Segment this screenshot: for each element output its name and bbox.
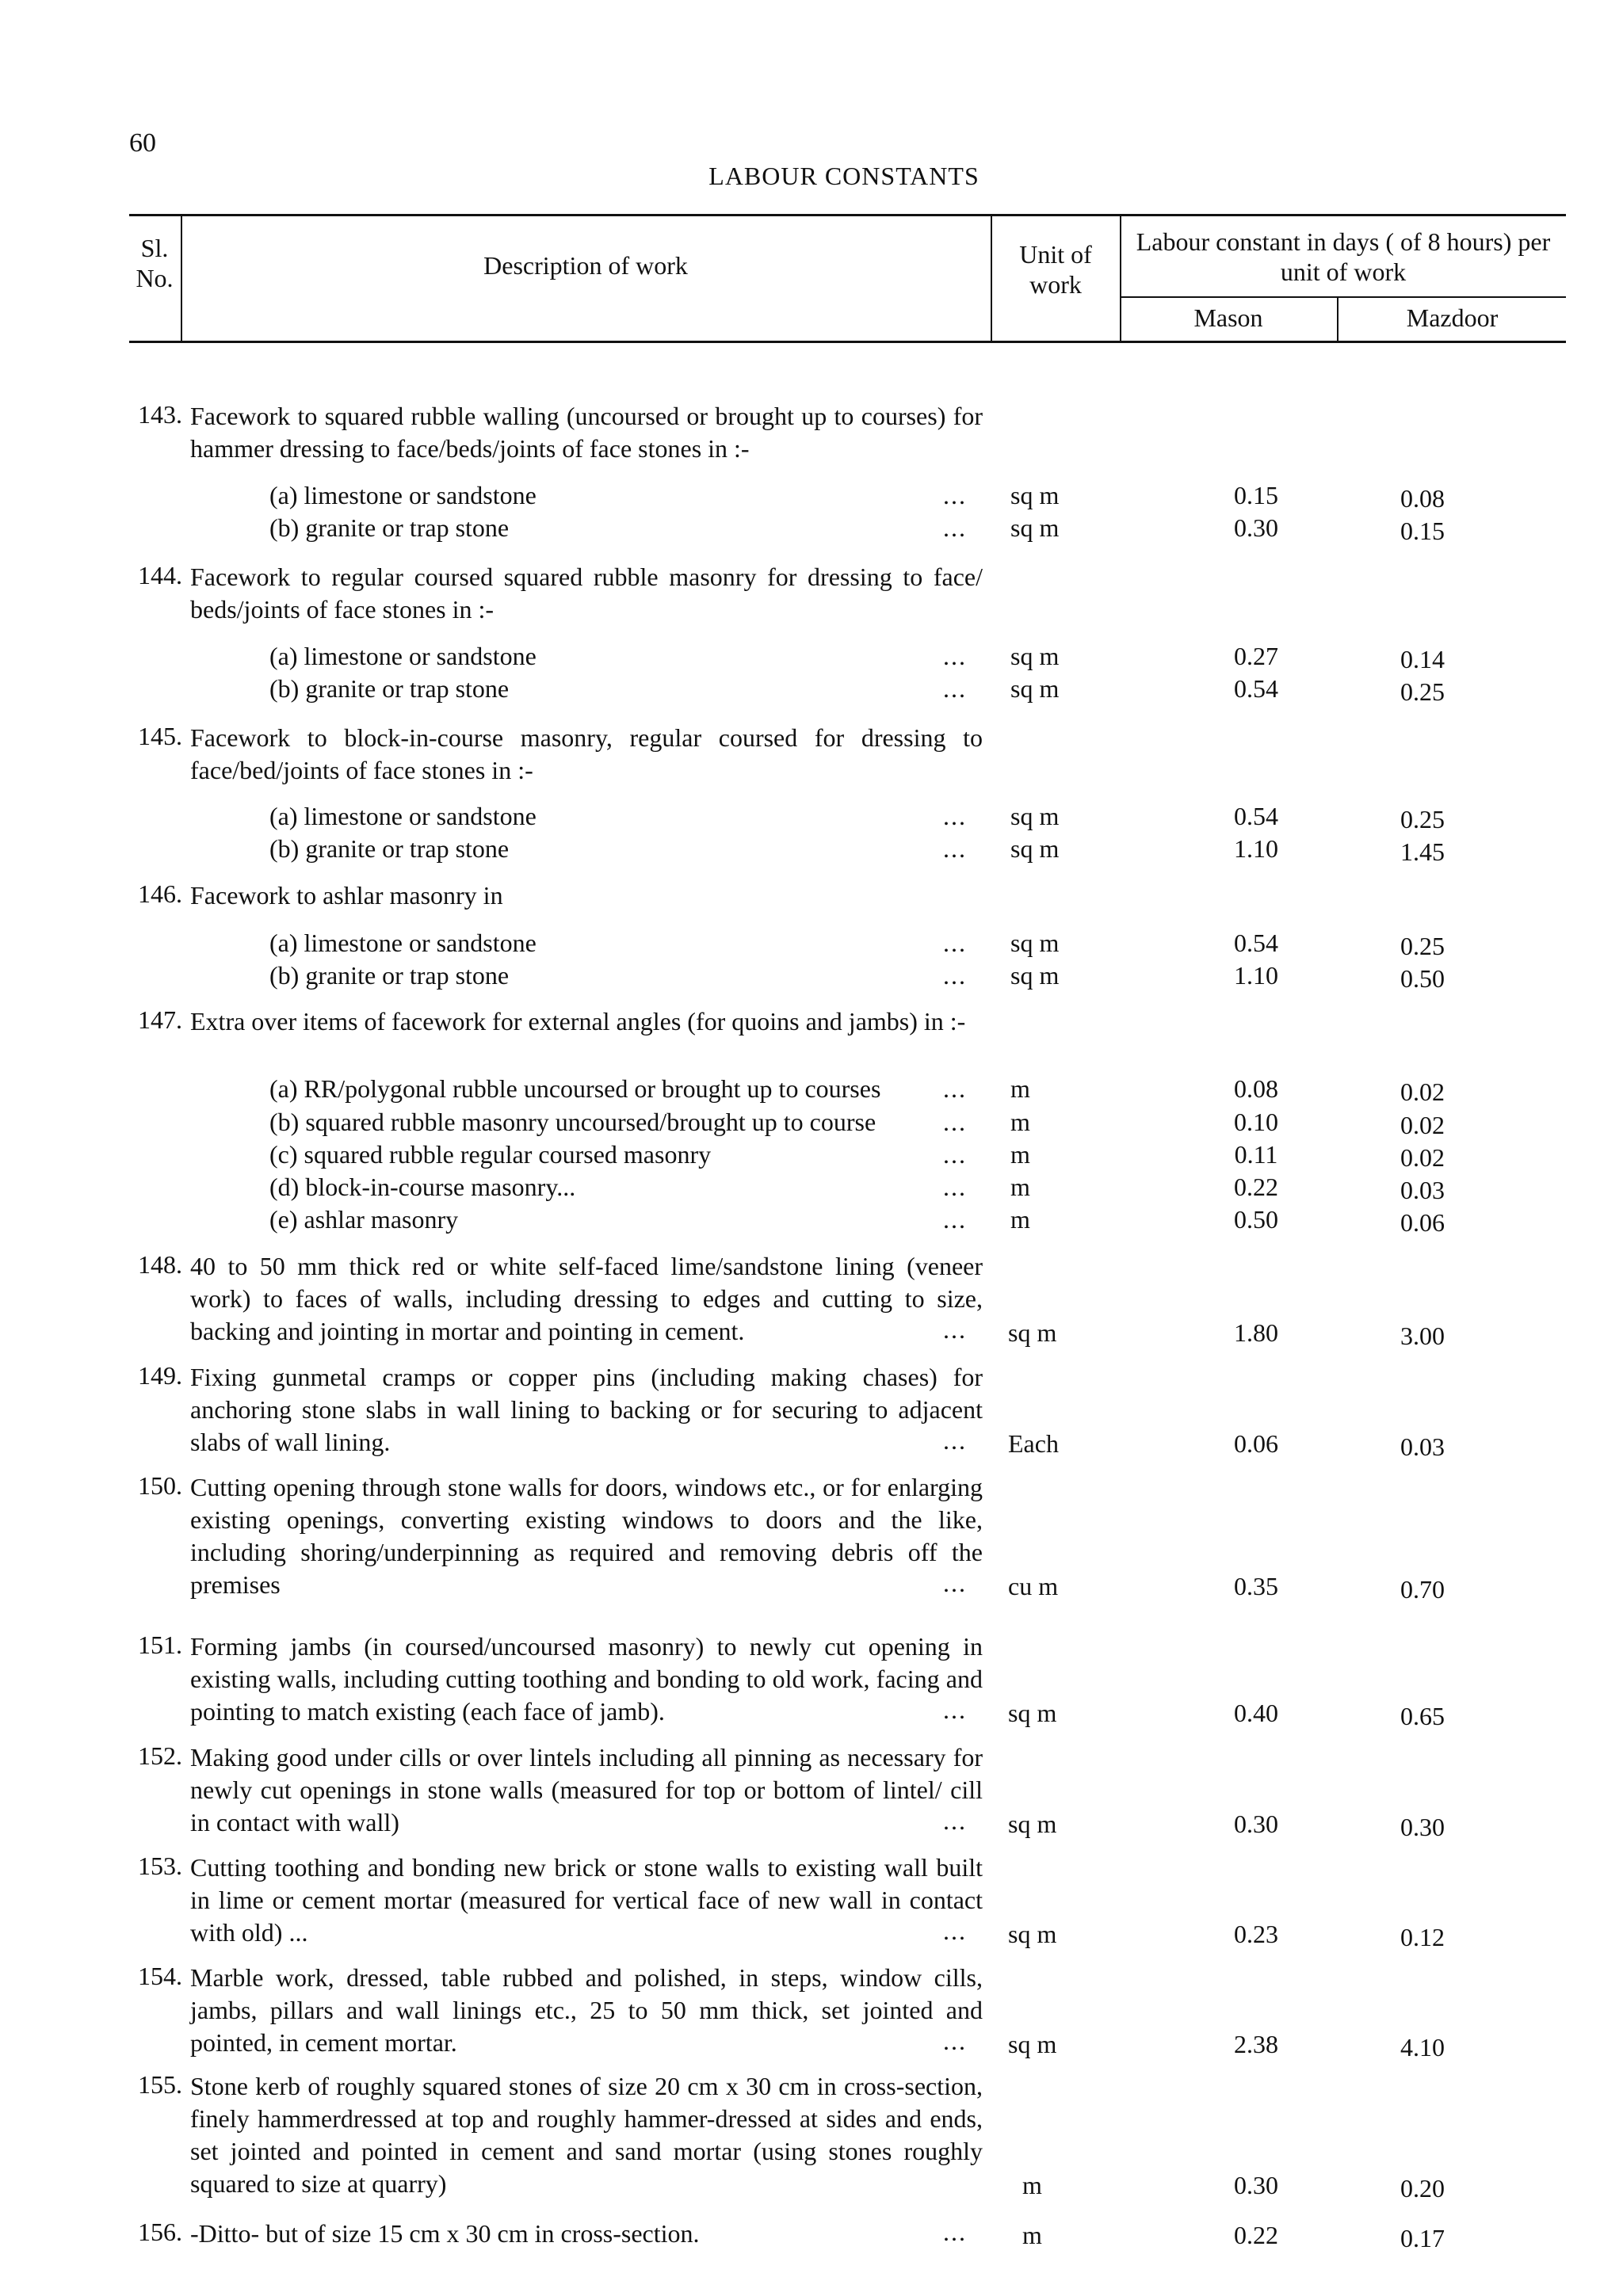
item-description: Stone kerb of roughly squared stones of size 20 cm x 30 cm in cross-section, finely hammerdressed at top and roughly hammer-dressed at sides and ends, set jointed and pointed in cement and sand mortar (using stones roughly squared to size at quarry): [190, 2072, 983, 2198]
unit-of-work: sq m: [1010, 674, 1060, 703]
unit-of-work: m: [1010, 1173, 1030, 1201]
mazdoor-value: 0.20: [1400, 2174, 1445, 2203]
header-unit: Unit of work: [1019, 240, 1092, 299]
item-number: 147.: [138, 1005, 182, 1034]
mazdoor-value: 0.65: [1400, 1702, 1445, 1730]
leader-dots: ...: [943, 1917, 967, 1945]
mason-value: 1.10: [1234, 834, 1278, 863]
mason-value: 0.15: [1234, 481, 1278, 509]
unit-of-work: m: [1010, 1140, 1030, 1169]
leader-dots: ...: [943, 513, 967, 542]
item-description: -Ditto- but of size 15 cm x 30 cm in cross-section.: [190, 2219, 700, 2248]
mason-value: 0.23: [1234, 1920, 1278, 1948]
mazdoor-value: 0.25: [1400, 932, 1445, 960]
item-number: 146.: [138, 879, 182, 908]
item-number: 156.: [138, 2218, 182, 2246]
header-mazdoor: Mazdoor: [1406, 303, 1499, 332]
mason-value: 0.06: [1234, 1429, 1278, 1458]
unit-of-work: sq m: [1010, 802, 1060, 830]
mason-value: 1.80: [1234, 1318, 1278, 1347]
mazdoor-value: 1.45: [1400, 837, 1445, 866]
mazdoor-value: 0.02: [1400, 1143, 1445, 1172]
sub-item-label: (a) limestone or sandstone: [269, 481, 537, 509]
leader-dots: ...: [943, 1426, 967, 1455]
sub-item-label: (a) RR/polygonal rubble uncoursed or brought up to courses: [269, 1074, 881, 1103]
sub-item-label: (a) limestone or sandstone: [269, 642, 537, 670]
unit-of-work: sq m: [1010, 642, 1060, 670]
header-divider: [991, 214, 992, 342]
item-description: 40 to 50 mm thick red or white self-faced lime/sandstone lining (veneer work) to faces of walls, including dressing to edges and cutting to size, backing and jointing in mortar and pointing in cement.: [190, 1252, 983, 1345]
mazdoor-value: 0.15: [1400, 517, 1445, 545]
leader-dots: ...: [943, 961, 967, 990]
mazdoor-value: 4.10: [1400, 2033, 1445, 2061]
page-number: 60: [129, 128, 156, 158]
mason-value: 0.40: [1234, 1699, 1278, 1727]
sub-item-label: (e) ashlar masonry: [269, 1205, 459, 1234]
item-number: 145.: [138, 722, 182, 750]
item-number: 152.: [138, 1741, 182, 1770]
mason-value: 0.35: [1234, 1572, 1278, 1600]
item-number: 153.: [138, 1852, 182, 1880]
mason-value: 0.08: [1234, 1074, 1278, 1103]
item-number: 144.: [138, 561, 182, 589]
leader-dots: ...: [943, 2218, 967, 2246]
item-description: Extra over items of facework for external angles (for quoins and jambs) in :-: [190, 1007, 966, 1035]
item-number: 151.: [138, 1630, 182, 1659]
mazdoor-value: 0.50: [1400, 964, 1445, 993]
unit-of-work: cu m: [1008, 1572, 1059, 1600]
mazdoor-value: 0.12: [1400, 1923, 1445, 1951]
mason-value: 2.38: [1234, 2030, 1278, 2058]
unit-of-work: m: [1010, 1205, 1030, 1234]
mason-value: 0.27: [1234, 642, 1278, 670]
header-sl-no: Sl. No.: [136, 234, 174, 292]
item-description: Facework to squared rubble walling (uncoursed or brought up to courses) for hammer dressing to face/beds/joints of face stones in :-: [190, 402, 983, 463]
unit-of-work: Each: [1008, 1429, 1059, 1458]
mason-value: 0.22: [1234, 1173, 1278, 1201]
mazdoor-value: 3.00: [1400, 1322, 1445, 1350]
mason-value: 0.50: [1234, 1205, 1278, 1234]
mazdoor-value: 0.14: [1400, 645, 1445, 673]
leader-dots: ...: [943, 802, 967, 830]
leader-dots: ...: [943, 1315, 967, 1344]
item-number: 143.: [138, 400, 182, 429]
mazdoor-value: 0.03: [1400, 1432, 1445, 1461]
header-labour-constant: Labour constant in days ( of 8 hours) per unit of work: [1136, 227, 1551, 286]
page-title: LABOUR CONSTANTS: [708, 162, 980, 190]
item-number: 155.: [138, 2070, 182, 2099]
leader-dots: ...: [943, 2027, 967, 2055]
item-description: Facework to ashlar masonry in: [190, 881, 503, 910]
sub-item-label: (b) granite or trap stone: [269, 674, 510, 703]
header-description: Description of work: [483, 251, 688, 280]
mazdoor-value: 0.30: [1400, 1813, 1445, 1841]
unit-of-work: m: [1022, 2171, 1042, 2199]
unit-of-work: sq m: [1010, 834, 1060, 863]
mazdoor-value: 0.25: [1400, 677, 1445, 706]
leader-dots: ...: [943, 1173, 967, 1201]
leader-dots: ...: [943, 674, 967, 703]
leader-dots: ...: [943, 1569, 967, 1597]
item-description: Marble work, dressed, table rubbed and polished, in steps, window cills, jambs, pillars and wall linings etc., 25 to 50 mm thick, set jointed and pointed, in cement mortar.: [190, 1963, 983, 2057]
item-number: 154.: [138, 1962, 182, 1990]
leader-dots: ...: [943, 1806, 967, 1835]
unit-of-work: sq m: [1008, 1810, 1057, 1838]
item-description: Fixing gunmetal cramps or copper pins (including making chases) for anchoring stone slabs in wall lining to backing or for securing to adjacent slabs of wall lining.: [190, 1363, 983, 1456]
sub-item-label: (c) squared rubble regular coursed masonry: [269, 1140, 712, 1169]
sub-item-label: (b) granite or trap stone: [269, 834, 510, 863]
leader-dots: ...: [943, 834, 967, 863]
unit-of-work: sq m: [1010, 929, 1060, 957]
mason-value: 0.54: [1234, 929, 1278, 957]
mazdoor-value: 0.03: [1400, 1176, 1445, 1204]
unit-of-work: sq m: [1010, 961, 1060, 990]
unit-of-work: sq m: [1008, 1318, 1057, 1347]
mason-value: 0.11: [1234, 1140, 1278, 1169]
mazdoor-value: 0.70: [1400, 1575, 1445, 1604]
mazdoor-value: 0.02: [1400, 1111, 1445, 1139]
mazdoor-value: 0.02: [1400, 1077, 1445, 1106]
unit-of-work: sq m: [1010, 513, 1060, 542]
item-description: Cutting toothing and bonding new brick or stone walls to existing wall built in lime or cement mortar (measured for vertical face of new wall in contact with old) ...: [190, 1853, 983, 1947]
sub-item-label: (b) granite or trap stone: [269, 961, 510, 990]
leader-dots: ...: [943, 642, 967, 670]
unit-of-work: sq m: [1008, 2030, 1057, 2058]
mazdoor-value: 0.25: [1400, 805, 1445, 833]
sub-item-label: (b) granite or trap stone: [269, 513, 510, 542]
header-top-rule: [129, 214, 1566, 216]
mazdoor-value: 0.08: [1400, 484, 1445, 513]
unit-of-work: sq m: [1008, 1920, 1057, 1948]
item-description: Making good under cills or over lintels including all pinning as necessary for newly cut openings in stone walls (measured for top or bottom of lintel/ cill in contact with wall): [190, 1743, 983, 1836]
item-description: Cutting opening through stone walls for doors, windows etc., or for enlarging existing openings, converting existing windows to doors and the like, including shoring/underpinning as required and removing debris off the premises: [190, 1473, 983, 1599]
item-number: 150.: [138, 1471, 182, 1500]
unit-of-work: sq m: [1010, 481, 1060, 509]
mason-value: 0.54: [1234, 674, 1278, 703]
header-bottom-rule: [129, 341, 1566, 343]
mason-value: 0.10: [1234, 1108, 1278, 1136]
item-number: 148.: [138, 1250, 182, 1279]
item-description: Forming jambs (in coursed/uncoursed masonry) to newly cut opening in existing walls, including cutting toothing and bonding to old work, facing and pointing to match existing (each face of jamb).: [190, 1632, 983, 1726]
mazdoor-value: 0.06: [1400, 1208, 1445, 1237]
leader-dots: ...: [943, 1140, 967, 1169]
leader-dots: ...: [943, 1205, 967, 1234]
leader-dots: ...: [943, 481, 967, 509]
header-sub-rule: [1120, 296, 1566, 298]
unit-of-work: m: [1010, 1074, 1030, 1103]
leader-dots: ...: [943, 1074, 967, 1103]
mazdoor-value: 0.17: [1400, 2224, 1445, 2252]
mason-value: 0.54: [1234, 802, 1278, 830]
sub-item-label: (a) limestone or sandstone: [269, 929, 537, 957]
leader-dots: ...: [943, 1108, 967, 1136]
mason-value: 1.10: [1234, 961, 1278, 990]
sub-item-label: (b) squared rubble masonry uncoursed/brought up to course: [269, 1108, 876, 1136]
mason-value: 0.30: [1234, 1810, 1278, 1838]
mason-value: 0.30: [1234, 513, 1278, 542]
unit-of-work: m: [1022, 2221, 1042, 2249]
leader-dots: ...: [943, 929, 967, 957]
mason-value: 0.30: [1234, 2171, 1278, 2199]
sub-item-label: (a) limestone or sandstone: [269, 802, 537, 830]
header-mason: Mason: [1193, 303, 1263, 332]
mason-value: 0.22: [1234, 2221, 1278, 2249]
item-description: Facework to block-in-course masonry, regular coursed for dressing to face/bed/joints of face stones in :-: [190, 723, 983, 784]
item-description: Facework to regular coursed squared rubble masonry for dressing to face/ beds/joints of face stones in :-: [190, 563, 983, 624]
unit-of-work: m: [1010, 1108, 1030, 1136]
leader-dots: ...: [943, 1695, 967, 1724]
unit-of-work: sq m: [1008, 1699, 1057, 1727]
sub-item-label: (d) block-in-course masonry...: [269, 1173, 576, 1201]
item-number: 149.: [138, 1361, 182, 1390]
table-header: [129, 214, 1566, 344]
